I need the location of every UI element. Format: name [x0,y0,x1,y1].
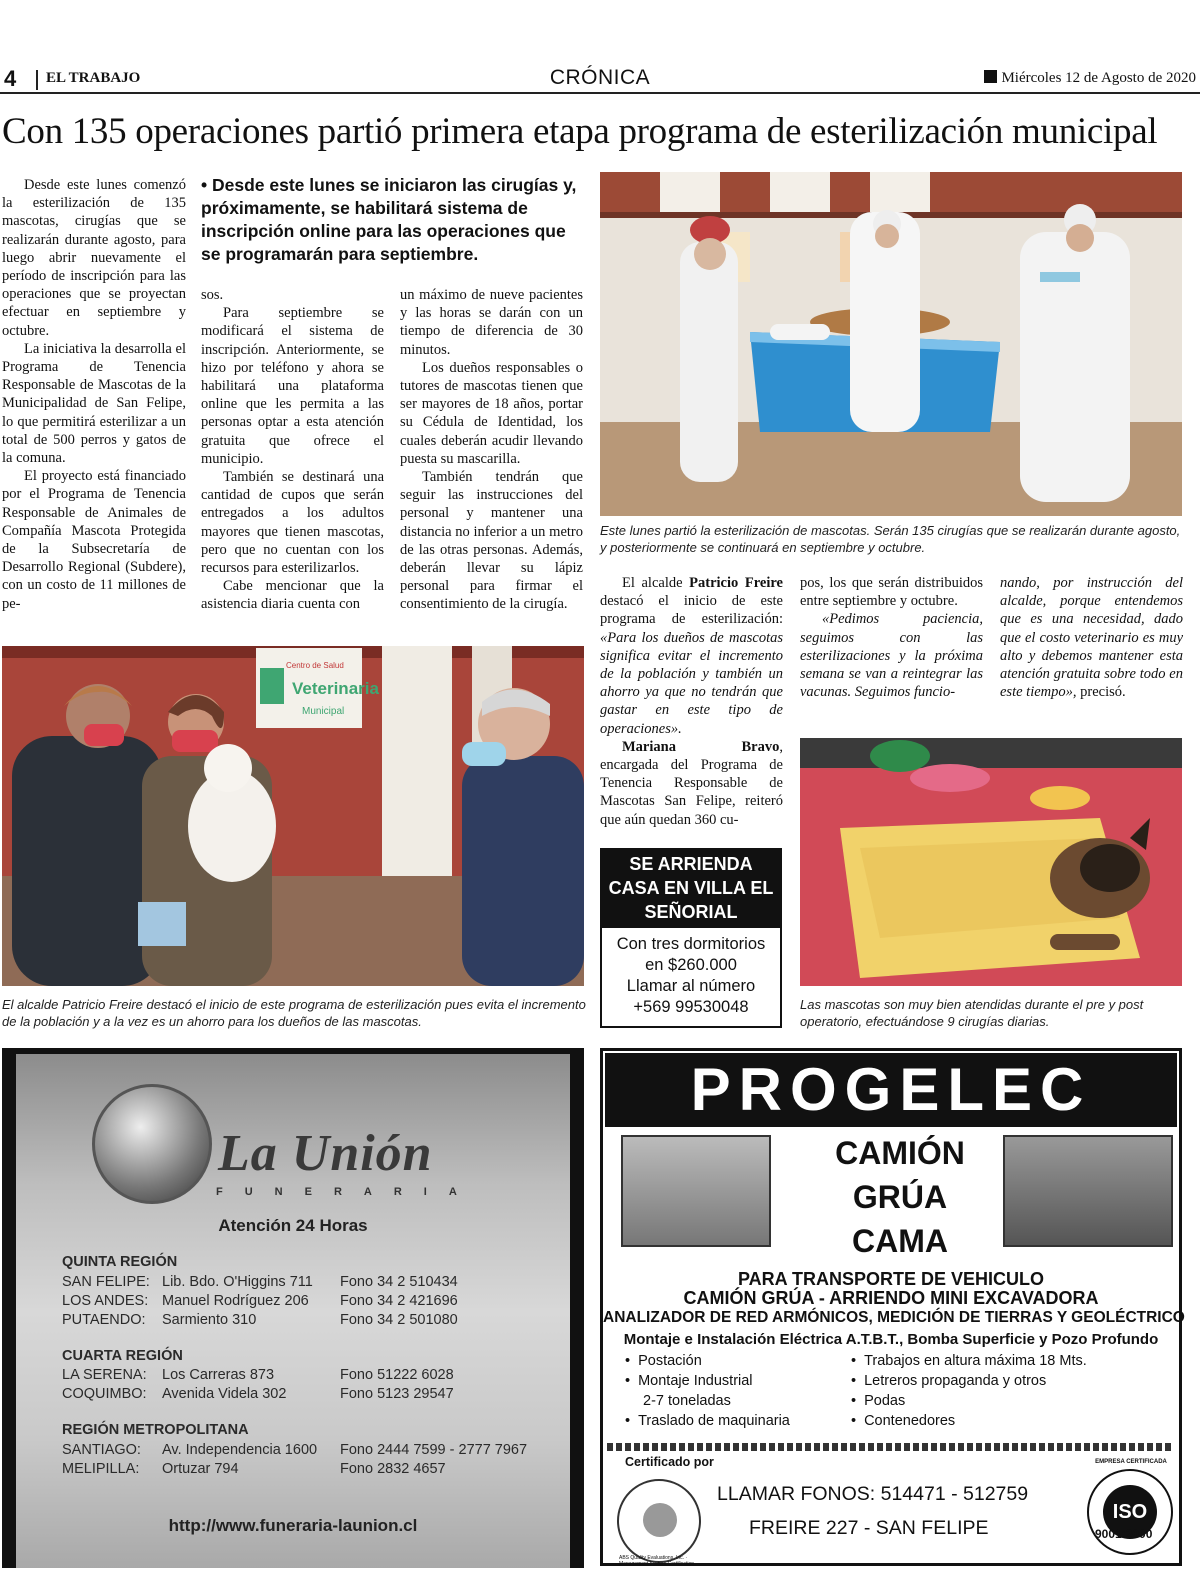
iso-label: ISO [1103,1485,1157,1539]
rental-ad-title: SE ARRIENDA CASA EN VILLA EL SEÑORIAL [602,850,780,928]
rental-ad-line: en $260.000 [645,956,737,974]
region-heading: CUARTA REGIÓN [62,1348,183,1364]
branch-address: Ortuzar 794 [162,1461,239,1477]
service-item: • Traslado de maquinaria [625,1413,790,1429]
region-heading: REGIÓN METROPOLITANA [62,1422,249,1438]
rental-classified-ad [600,848,782,1028]
issue-date-text: Miércoles 12 de Agosto de 2020 [1001,70,1196,86]
certification-seal-icon [617,1479,701,1563]
iso-caption: EMPRESA CERTIFICADA [1095,1459,1167,1465]
branch-address: Manuel Rodríguez 206 [162,1293,309,1309]
branch-phone: Fono 5123 29547 [340,1386,454,1402]
branch-phone: Fono 2832 4657 [340,1461,446,1477]
paragraph: También se destinará una cantidad de cupos que serán entregados a los adultos mayores que tienen mascotas, pero que no cuentan con los recursos para esterilizarlos. [201,469,384,577]
iso-certification-icon [1087,1469,1173,1555]
truck-type: CAMIÓN [835,1135,965,1171]
rental-ad-phone: +569 99530048 [633,998,749,1016]
article-column-1 [2,176,186,613]
banner-centro-text: Centro de Salud [286,661,344,670]
paragraph: un máximo de nueve pacientes y las horas se darán con un tiempo de diferencia de 30 minutos. [400,287,583,358]
service-item: • Postación [625,1353,702,1369]
paragraph: sos. [201,287,224,303]
truck-type: CAMA [852,1223,948,1259]
truck-type-list [795,1131,1005,1263]
article-column-6 [1000,574,1183,701]
article-column-3 [400,286,583,614]
branch-address: Av. Independencia 1600 [162,1442,318,1458]
surgery-photo-illustration [600,172,1182,516]
branch-city: SANTIAGO: [62,1442,141,1458]
page-number: 4 [4,66,17,91]
service-item: • Contenedores [851,1413,955,1429]
excavator-photo [621,1135,771,1247]
branch-city: LOS ANDES: [62,1293,149,1309]
handshake-icon [92,1084,212,1204]
person-name: Mariana Bravo [622,738,780,755]
service-line: Montaje e Instalación Eléctrica A.T.B.T., Bomba Superficie y Pozo Profundo [623,1331,1159,1348]
paragraph: La iniciativa la desarrolla el Programa de Tenencia Responsable de Mascotas de la Municipalidad de San Felipe, lo que permitirá esterilizar a un total de 500 perros y gatos de la comuna. [2,340,186,467]
service-item: • Trabajos en altura máxima 18 Mts. [851,1353,1087,1369]
mayor-photo-illustration [2,646,584,986]
funeral-brand: La Unión [218,1125,433,1182]
article-column-4 [600,574,783,829]
funeral-attention-hours: Atención 24 Horas [218,1216,368,1235]
banner-veterinaria-text: Veterinaria [292,679,379,698]
mayor-photo [2,646,584,986]
paragraph: Cabe mencionar que la asistencia diaria cuenta con [201,578,384,613]
person-name: Patricio Freire [689,575,783,591]
contact-address: FREIRE 227 - SAN FELIPE [749,1517,989,1539]
banner-municipal-text: Municipal [302,706,345,717]
progelec-ad [600,1048,1185,1567]
masthead [0,64,1200,94]
decorative-divider [607,1443,1173,1451]
service-line: PARA TRANSPORTE DE VEHICULO [737,1269,1045,1289]
branch-city: SAN FELIPE: [62,1274,150,1290]
branch-city: PUTAENDO: [62,1312,146,1328]
paragraph: También tendrán que seguir las instrucciones del personal y mantener una distancia no inferior a un metro de las otras personas. Además, deberán llevar su lápiz personal para firmar el consentimiento de la cirugía. [400,469,583,613]
branch-phone: Fono 51222 6028 [340,1367,454,1383]
seal-caption: ABS Quality Evaluations, Inc. · Management System Certification [619,1555,695,1567]
branch-address: Sarmiento 310 [162,1312,257,1328]
rental-ad-line: Con tres dormitorios [616,935,766,953]
service-item: 2-7 toneladas [643,1393,731,1409]
branch-phone: Fono 34 2 421696 [340,1293,458,1309]
branch-phone: Fono 34 2 501080 [340,1312,458,1328]
dog-recovery-photo [800,738,1182,986]
paragraph: El proyecto está financiado por el Programa de Tenencia Responsable de Animales de Compañía Mascota Protegida de la Subsecretaría de Desarrollo Regional (Subdere), con un costo de 11 millones de pe- [2,468,186,612]
branch-phone: Fono 34 2 510434 [340,1274,458,1290]
article-column-2 [201,286,384,614]
paragraph: Desde este lunes comenzó la esterilización de 135 mascotas, cirugías que se realizarán durante agosto, para luego abrir nuevamente el período de inscripción para las operaciones que se proyectan efectuar en septiembre y octubre. [2,177,186,339]
contact-phones: LLAMAR FONOS: 514471 - 512759 [717,1483,1029,1505]
square-icon [984,70,997,83]
truck-type: GRÚA [852,1179,948,1215]
quote: «Para los dueños de mascotas significa evitar el incremento de la población y también un ahorro ya que no tendrán que gastar en este tipo de operaciones». [600,629,783,737]
funeral-subtitle: FUNERARIA [216,1186,479,1198]
branch-address: Avenida Videla 302 [162,1386,287,1402]
paragraph [600,574,783,738]
certified-label: Certificado por [625,1455,714,1469]
issue-date [984,70,1196,87]
region-heading: QUINTA REGIÓN [62,1254,178,1270]
branch-address: Lib. Bdo. O'Higgins 711 [162,1274,313,1290]
service-item: • Podas [851,1393,905,1409]
crane-truck-photo [1003,1135,1173,1247]
quote: nando, por instrucción del alcalde, porque entendemos que es una necesidad, dado que el costo veterinario es muy alto y debemos mantener esta atención gratuita sobre todo en este tiempo», [1000,575,1183,701]
inline-text: precisó. [1080,684,1126,701]
paragraph [1000,574,1183,701]
article-column-5 [800,574,983,701]
branch-city: MELIPILLA: [62,1461,140,1477]
paragraph: Para septiembre se modificará el sistema de inscripción. Anteriormente, se hizo por teléfono y ahora se habilitará una plataforma online que les permita a las personas optar a esta atención gratuita que ofrece el municipio. [201,305,384,467]
branch-phone: Fono 2444 7599 - 2777 7967 [340,1442,528,1458]
funeral-website: http://www.funeraria-launion.cl [168,1516,418,1535]
rental-ad-body [602,928,780,1018]
inline-text: El alcalde [622,575,683,591]
paragraph: pos, los que serán distribuidos entre septiembre y octubre. [800,575,983,610]
funeral-home-ad [2,1048,584,1568]
branch-address: Los Carreras 873 [162,1367,275,1383]
article-headline: Con 135 operaciones partió primera etapa programa de esterilización municipal [2,111,1158,152]
mayor-photo-caption: El alcalde Patricio Freire destacó el inicio de este programa de esterilización pues evita el incremento de la población y a la vez es un ahorro para los dueños de las mascotas. [2,997,586,1029]
service-line: CAMIÓN GRÚA - ARRIENDO MINI EXCAVADORA [683,1288,1099,1308]
quote: «Pedimos paciencia, seguimos con las esterilizaciones y la próxima semana se van a reintegrar las vacunas. Seguimos funcio- [800,611,983,701]
surgery-photo-caption: Este lunes partió la esterilización de mascotas. Serán 135 cirugías que se realizarán durante agosto, y posteriormente se continuará en septiembre y octubre. [600,523,1181,555]
progelec-brand: PROGELEC [605,1053,1177,1127]
dog-recovery-illustration [800,738,1182,986]
branch-city: LA SERENA: [62,1367,147,1383]
rental-ad-line: Llamar al número [626,977,756,995]
paragraph [600,738,783,829]
surgery-photo [600,172,1182,516]
dog-photo-caption: Las mascotas son muy bien atendidas durante el pre y post operatorio, efectuándose 9 cirugías diarias. [800,997,1144,1029]
paragraph: Los dueños responsables o tutores de mascotas tienen que ser mayores de 18 años, portar su Cédula de Identidad, los cuales deberán acudir llevando puesta su mascarilla. [400,359,583,467]
service-item: • Letreros propaganda y otros [851,1373,1046,1389]
service-item: • Montaje Industrial [625,1373,753,1389]
inline-text: , encargada del Programa de Tenencia Responsable de Mascotas San Felipe, reiteró que aún quedan 360 cu- [600,738,783,828]
article-lead-bullet: • Desde este lunes se iniciaron las cirugías y, próximamente, se habilitará sistema de inscripción online para las operaciones que se programarán para septiembre. [201,175,577,264]
service-line: ANALIZADOR DE RED ARMÓNICOS, MEDICIÓN DE TIERRAS Y GEOLÉCTRICO [603,1309,1185,1326]
section-title: CRÓNICA [549,66,651,89]
publication-name: EL TRABAJO [36,70,140,90]
branch-city: COQUIMBO: [62,1386,147,1402]
inline-text: destacó el inicio de este programa de esterilización: [600,593,783,628]
iso-standard: 9001:2000 [1095,1527,1153,1541]
